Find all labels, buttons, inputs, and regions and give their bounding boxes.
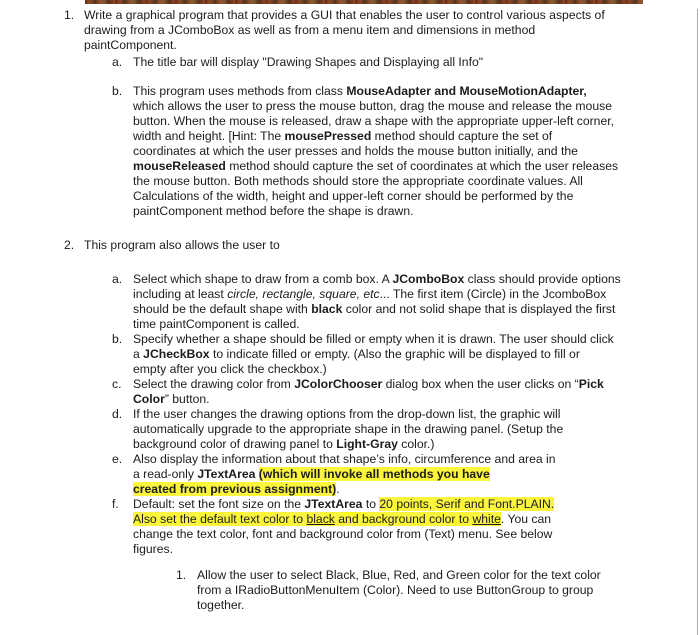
text-segment: Default: set the font size on the <box>133 497 305 511</box>
text-line <box>133 174 700 189</box>
text-line <box>133 84 700 99</box>
paragraph <box>133 55 700 70</box>
text-line <box>133 129 700 144</box>
item-1b <box>0 84 700 219</box>
text-segment: If the user changes the drawing options from the drop-down list, the graphic will <box>133 407 561 421</box>
text-segment: width and height. [Hint: The <box>133 129 285 143</box>
list-marker: d. <box>112 407 123 421</box>
text-line <box>133 159 700 174</box>
text-line <box>133 467 700 482</box>
text-segment: method should capture the set of <box>371 129 553 143</box>
text-segment: (which will invoke all methods you have <box>258 467 490 481</box>
text-line <box>133 114 700 129</box>
text-line <box>133 362 700 377</box>
text-segment: This program also allows the user to <box>84 238 280 252</box>
text-segment: time paintComponent is called. <box>133 317 300 331</box>
text-segment: to <box>362 497 380 511</box>
item-2e <box>0 452 700 497</box>
text-line <box>133 204 700 219</box>
text-segment: Calculations of the width, height and upper-left corner should be performed by the <box>133 189 574 203</box>
text-line <box>133 437 700 452</box>
text-segment: button. When the mouse is released, draw a shape with the appropriate upper-left corner, <box>133 114 615 128</box>
text-line <box>133 317 700 332</box>
text-line <box>133 287 700 302</box>
text-segment: JTextArea <box>304 497 363 511</box>
text-segment: dialog box when the user clicks on “ <box>382 377 579 391</box>
list-marker: b. <box>112 332 123 346</box>
text-segment: black <box>306 512 335 526</box>
text-segment: a read-only <box>133 467 198 481</box>
paragraph <box>84 8 700 53</box>
text-line <box>133 422 700 437</box>
text-segment: a <box>133 347 144 361</box>
text-segment: including at least <box>133 287 228 301</box>
text-segment: which allows the user to press the mouse button, drag the mouse and release the mouse <box>133 99 612 113</box>
text-line <box>133 347 700 362</box>
text-segment: created from previous assignment) <box>133 482 337 496</box>
text-segment: empty after you click the checkbox.) <box>133 362 327 376</box>
item-2f-1 <box>0 568 700 613</box>
text-segment: Select which shape to draw from a comb box. A <box>133 272 393 286</box>
text-segment: 20 points, Serif and Font.PLAIN. <box>379 497 555 511</box>
text-line <box>133 189 700 204</box>
text-segment: Write a graphical program that provides a GUI that enables the user to control various aspects of <box>84 8 605 22</box>
list-marker: 2. <box>64 238 75 252</box>
text-segment: and background color to <box>334 512 473 526</box>
item-2a <box>0 272 700 332</box>
list-marker: b. <box>112 84 123 98</box>
text-line <box>133 407 700 422</box>
text-segment: paintComponent. <box>84 38 177 52</box>
text-segment: black <box>311 302 343 316</box>
text-segment: from a IRadioButtonMenuItem (Color). Need to use ButtonGroup to group <box>197 583 594 597</box>
text-line <box>133 332 700 347</box>
text-segment: Also set the default text color to <box>133 512 307 526</box>
text-segment: Color <box>133 392 165 406</box>
text-line <box>84 23 700 38</box>
text-segment: color.) <box>397 437 435 451</box>
text-segment: coordinates at which the user presses and holds the mouse button initially, and the <box>133 144 578 158</box>
text-line <box>133 452 700 467</box>
item-2c <box>0 377 700 407</box>
text-line <box>133 302 700 317</box>
paragraph <box>133 272 700 332</box>
text-line <box>197 598 700 613</box>
paragraph <box>133 84 700 219</box>
text-segment: background color of drawing panel to <box>133 437 337 451</box>
item-2b <box>0 332 700 377</box>
text-line <box>133 512 700 527</box>
list-marker: a. <box>112 55 123 69</box>
text-line <box>133 55 700 70</box>
list-marker: 1. <box>176 568 187 582</box>
list-marker: f. <box>112 497 119 511</box>
text-segment: Pick <box>578 377 604 391</box>
paragraph <box>133 407 700 452</box>
paragraph <box>133 497 700 557</box>
item-2f <box>0 497 700 557</box>
text-segment: should be the default shape with <box>133 302 312 316</box>
text-segment: method should capture the set of coordinates at which the user releases <box>225 159 619 173</box>
item-2d <box>0 407 700 452</box>
paragraph <box>133 452 700 497</box>
text-segment: JColorChooser <box>294 377 383 391</box>
paragraph <box>84 238 700 253</box>
text-segment: color and not solid shape that is displayed the first <box>342 302 616 316</box>
text-segment: automatically upgrade to the appropriate shape in the drawing panel. (Setup the <box>133 422 564 436</box>
text-line <box>133 144 700 159</box>
text-segment: drawing from a JComboBox as well as from a menu item and dimensions in method <box>84 23 536 37</box>
text-segment: change the text color, font and background color from (Text) menu. See below <box>133 527 553 541</box>
text-segment: The title bar will display "Drawing Shapes and Displaying all Info" <box>133 55 484 69</box>
text-segment: . <box>336 482 340 496</box>
text-segment: ... The first item (Circle) in the JcomboBox <box>379 287 607 301</box>
text-line <box>84 8 700 23</box>
text-segment: This program uses methods from class <box>133 84 347 98</box>
text-segment: JCheckBox <box>143 347 210 361</box>
text-segment: MouseAdapter and MouseMotionAdapter, <box>346 84 587 98</box>
text-segment: Allow the user to select Black, Blue, Red, and Green color for the text color <box>197 568 601 582</box>
paragraph <box>197 568 700 613</box>
item-1a <box>0 55 700 70</box>
text-segment: mouseReleased <box>133 159 226 173</box>
list-marker: a. <box>112 272 123 286</box>
list-marker: 1. <box>64 8 75 22</box>
text-line <box>133 542 700 557</box>
list-marker: c. <box>112 377 122 391</box>
text-line <box>133 482 700 497</box>
text-segment: class should provide options <box>464 272 621 286</box>
text-segment: . You can <box>500 512 552 526</box>
text-line <box>84 238 700 253</box>
text-line <box>133 497 700 512</box>
text-segment: mousePressed <box>284 129 372 143</box>
text-segment: circle, rectangle, square, etc <box>227 287 380 301</box>
text-segment: to indicate filled or empty. (Also the graphic will be displayed to fill or <box>209 347 580 361</box>
text-line <box>197 568 700 583</box>
text-segment: JComboBox <box>392 272 465 286</box>
text-line <box>133 392 700 407</box>
paragraph <box>133 332 700 377</box>
text-segment: the mouse button. Both methods should store the appropriate coordinate values. All <box>133 174 583 188</box>
text-segment: ” button. <box>164 392 210 406</box>
text-line <box>197 583 700 598</box>
text-segment: paintComponent method before the shape is drawn. <box>133 204 414 218</box>
text-line <box>84 38 700 53</box>
text-line <box>133 272 700 287</box>
text-line <box>133 377 700 392</box>
text-segment: Also display the information about that shape’s info, circumference and area in <box>133 452 556 466</box>
list-marker: e. <box>112 452 123 466</box>
text-line <box>133 99 700 114</box>
text-segment: figures. <box>133 542 173 556</box>
text-segment: Specify whether a shape should be filled or empty when it is drawn. The user should click <box>133 332 614 346</box>
item-2 <box>0 238 700 253</box>
text-line <box>133 527 700 542</box>
text-segment: together. <box>197 598 245 612</box>
text-segment: white <box>472 512 501 526</box>
paragraph <box>133 377 700 407</box>
text-segment: JTextArea <box>197 467 256 481</box>
text-segment: Light-Gray <box>336 437 398 451</box>
text-segment: Select the drawing color from <box>133 377 295 391</box>
item-1 <box>0 8 700 53</box>
